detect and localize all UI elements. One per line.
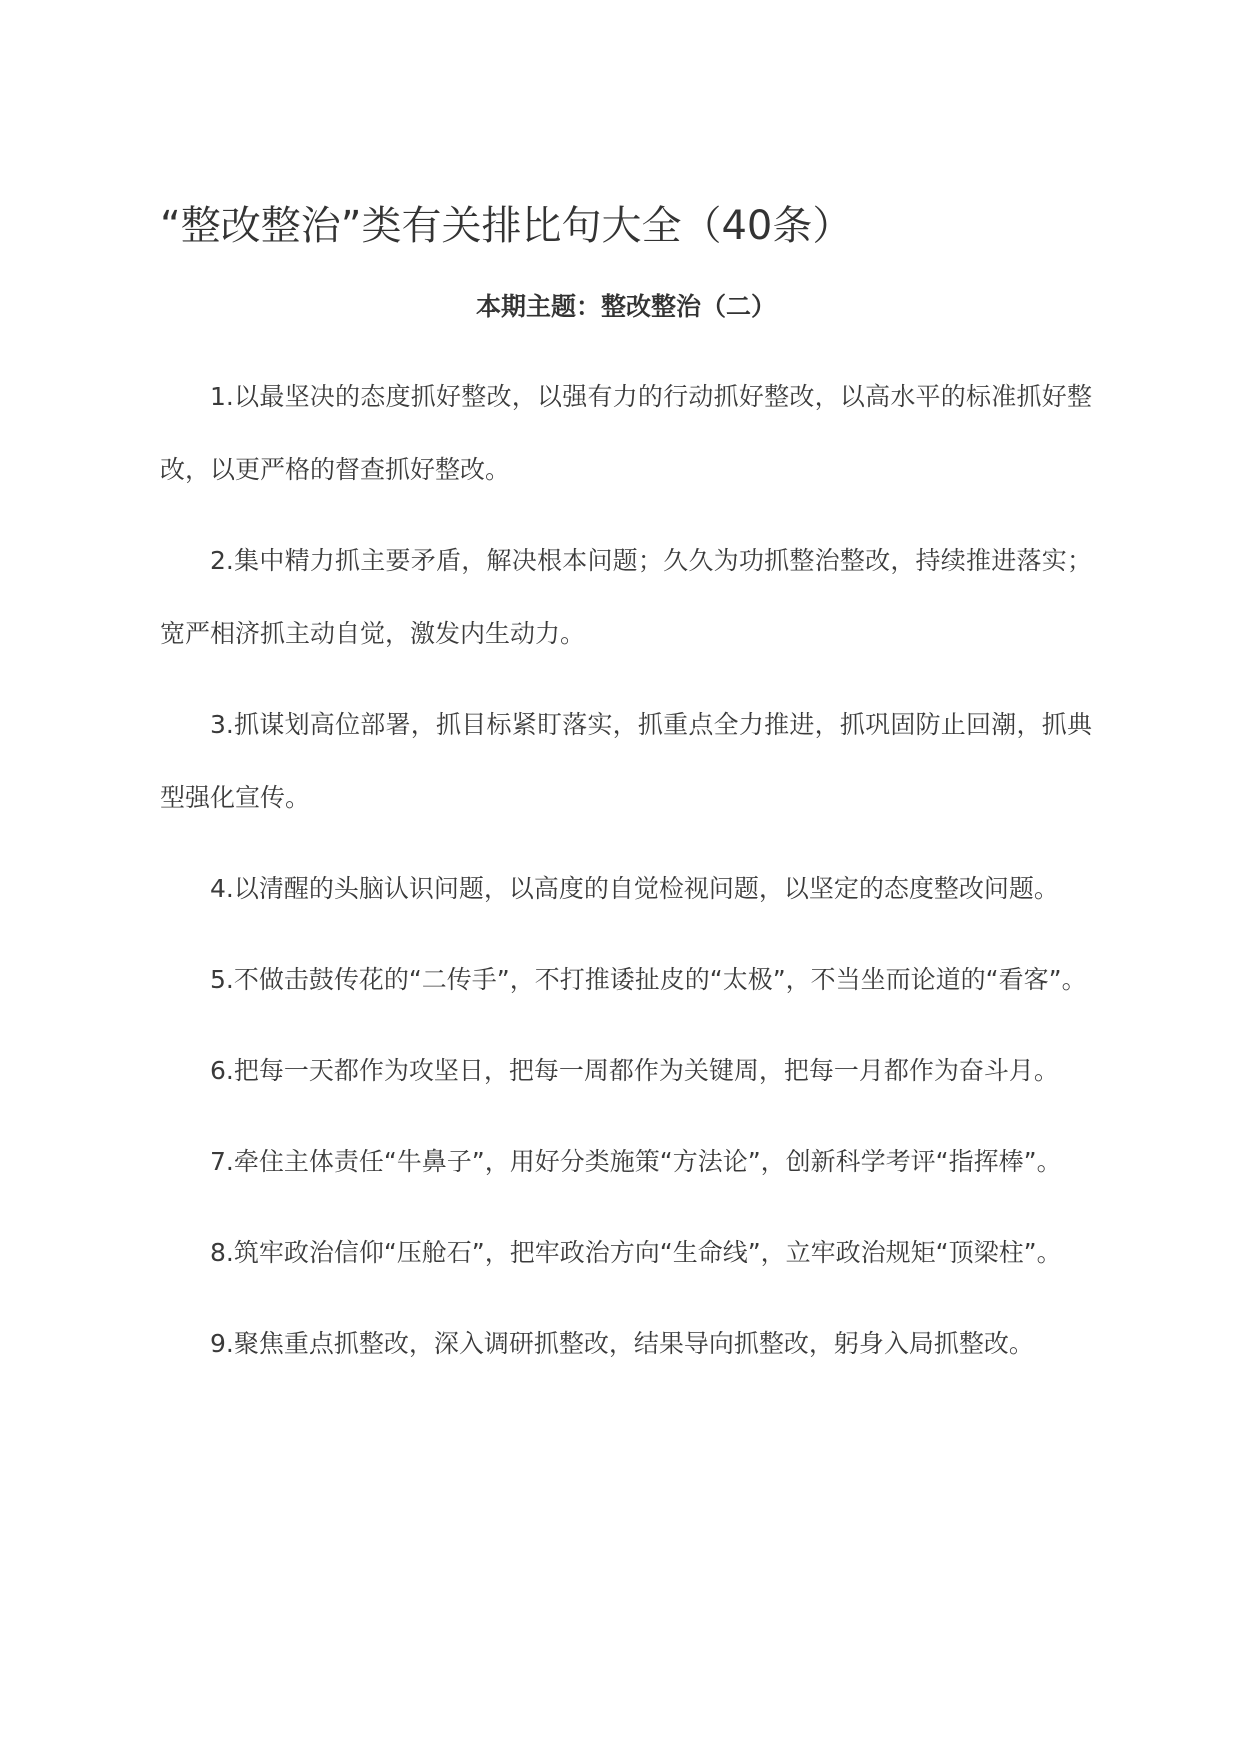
list-item: 3.抓谋划高位部署，抓目标紧盯落实，抓重点全力推进，抓巩固防止回潮，抓典型强化宣传。 [160,710,1092,812]
list-item: 4.以清醒的头脑认识问题，以高度的自觉检视问题，以坚定的态度整改问题。 [210,874,1059,903]
list-item: 5.不做击鼓传花的“二传手”，不打推诿扯皮的“太极”，不当坐而论道的“看客”。 [210,965,1087,994]
list-item: 6.把每一天都作为攻坚日，把每一周都作为关键周，把每一月都作为奋斗月。 [210,1056,1059,1085]
list-item: 9.聚焦重点抓整改，深入调研抓整改，结果导向抓整改，躬身入局抓整改。 [210,1329,1034,1358]
item-list [160,360,1092,1398]
list-item: 1.以最坚决的态度抓好整改，以强有力的行动抓好整改，以高水平的标准抓好整改，以更严格的督查抓好整改。 [160,382,1092,484]
document-subtitle: 本期主题：整改整治（二） [475,292,776,321]
list-item: 7.牵住主体责任“牛鼻子”，用好分类施策“方法论”，创新科学考评“指挥棒”。 [210,1147,1062,1176]
document-title: “整改整治”类有关排比句大全（40条） [160,203,853,249]
list-item: 8.筑牢政治信仰“压舱石”，把牢政治方向“生命线”，立牢政治规矩“顶梁柱”。 [210,1238,1062,1267]
list-item: 2.集中精力抓主要矛盾，解决根本问题；久久为功抓整治整改，持续推进落实；宽严相济抓主动自觉，激发内生动力。 [160,546,1092,648]
